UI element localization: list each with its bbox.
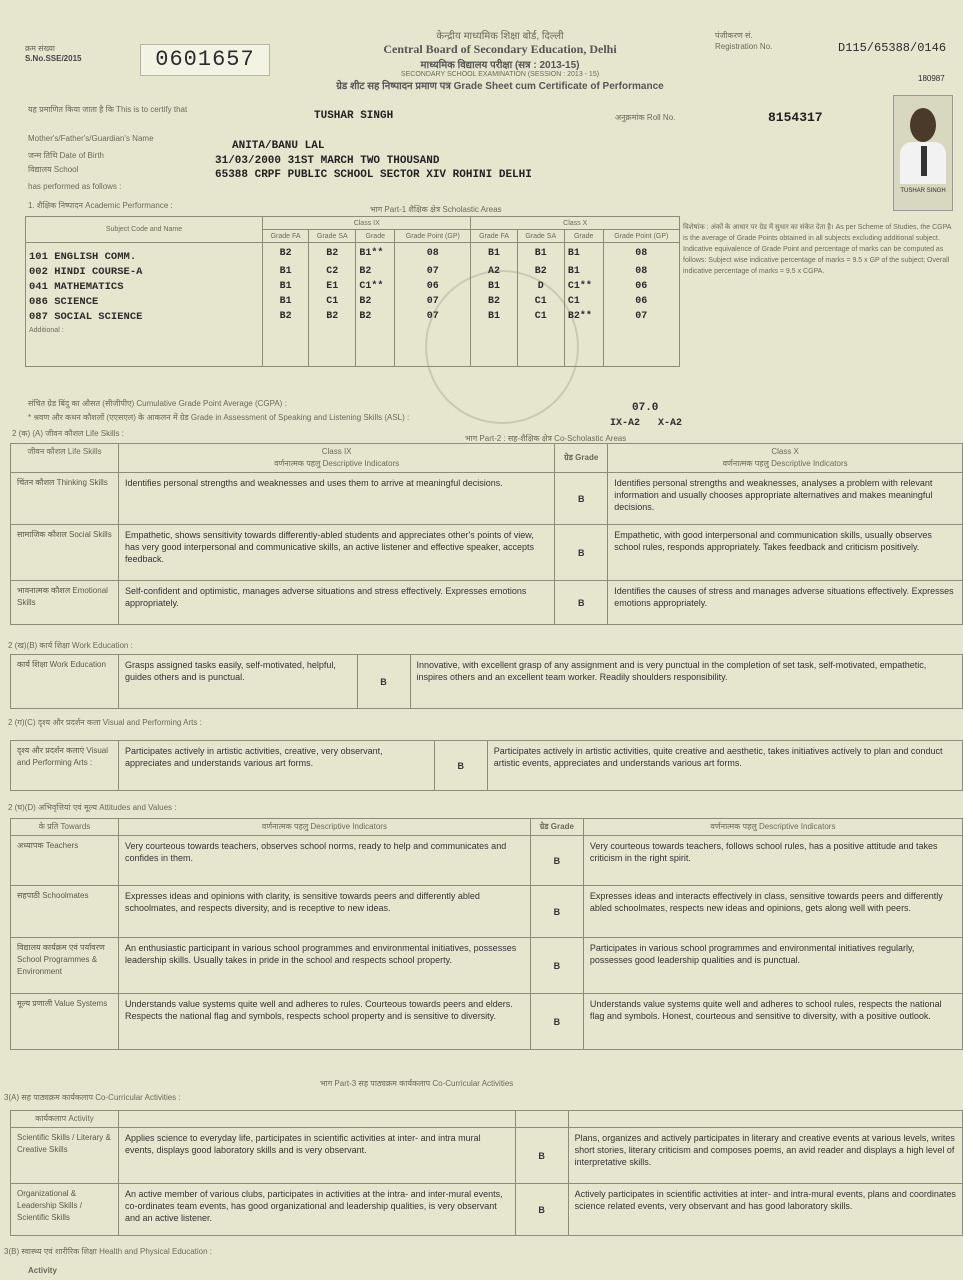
dob-label: जन्म तिथि Date of Birth: [28, 151, 104, 160]
serial-label: क्रम संख्या S.No.SSE/2015: [25, 44, 82, 63]
co-curricular-table: कार्यकलाप Activity Scientific Skills / Literary & Creative Skills Applies science to everyday life, participates in scientific activities at inter- and intra mural events, displays good laboratory skills and is very observant. B Plans, organizes and actively participates in literary and creative events at various levels, writes short stories, literary criticism and composes poems, an avid reader and displays a high level of interpretative skills. Organizational & Leadership Skills / Scientific Skills An active member of various clubs, participates in activities at the intra- and inter-mural events, co-ordinates team events, has good organizational and leadership qualities, is very observant and an active listener. B Actively participates in scientific activities at inter- and intra-mural events, plans and coordinates science related events, very observant and has good laboratory skills.: [10, 1110, 963, 1236]
asl-value: IX-A2 X-A2: [610, 418, 683, 429]
subject-row: 002 HINDI COURSE-A B1 C2 B2 07 A2 B2 B1 08: [26, 264, 680, 279]
visual-arts-label: 2 (ग)(C) दृश्य और प्रदर्शन कला Visual and Performing Arts :: [8, 718, 202, 727]
academic-section-label: 1. शैक्षिक निष्पादन Academic Performance :: [28, 201, 173, 210]
school-name: 65388 CRPF PUBLIC SCHOOL SECTOR XIV ROHINI DELHI: [215, 169, 532, 181]
part3-label: भाग Part-3 सह पाठ्यक्रम कार्यकलाप Co-Curricular Activities: [320, 1079, 514, 1088]
subject-row: 101 ENGLISH COMM. B2 B2 B1** 08 B1 B1 B1 08: [26, 243, 680, 265]
parents-label: Mother's/Father's/Guardian's Name: [28, 134, 154, 143]
certify-label: यह प्रमाणित किया जाता है कि This is to certify that: [28, 105, 188, 114]
attitude-row: विद्यालय कार्यक्रम एवं पर्यावरण School Programmes & Environment An enthusiastic participant in various school programmes and environmental initiatives, possesses leadership skills. Usually takes in pride in the school and respects school property. B Participates in various school programmes and environmental initiatives regularly, possesses good leadership qualities and is punctual.: [11, 938, 963, 994]
cgpa-value: 07.0: [632, 402, 659, 414]
asl-label: * श्रवण और कथन कौशलों (एएसएल) के आकलन में ग्रेड Grade in Assessment of Speaking and Listening Skills (ASL) :: [28, 413, 410, 422]
student-photo: TUSHAR SINGH: [893, 95, 953, 211]
subject-row: 086 SCIENCE B1 C1 B2 07 B2 C1 C1 06: [26, 294, 680, 309]
part2-label: भाग Part-2 : सह-शैक्षिक क्षेत्र Co-Scholastic Areas: [465, 434, 627, 443]
part1-label: भाग Part-1 शैक्षिक क्षेत्र Scholastic Areas: [370, 205, 502, 214]
performed-label: has performed as follows :: [28, 182, 122, 191]
student-name: TUSHAR SINGH: [314, 110, 394, 122]
work-education-table: [10, 654, 963, 709]
school-label: विद्यालय School: [28, 165, 79, 174]
registration-label: पंजीकरण सं. Registration No.: [715, 31, 773, 51]
roll-number: 8154317: [768, 110, 823, 125]
board-header: केन्द्रीय माध्यमिक शिक्षा बोर्ड, दिल्ली Central Board of Secondary Education, Delhi माध्यमिक विद्यालय परीक्षा (सत्र : 2013-15) SECONDARY SCHOOL EXAMINATION (SESSION : 2013 - 15) ग्रेड शीट सह निष्पादन प्रमाण पत्र Grade Sheet cum Certificate of Performance: [336, 31, 664, 92]
additional-label: Additional :: [29, 327, 64, 334]
attitude-row: अध्यापक Teachers Very courteous towards teachers, observes school norms, ready to help and communicates and confides in them. B Very courteous towards teachers, follows school rules, has a positive attitude and takes criticism in the right spirit.: [11, 836, 963, 886]
activity-row: Organizational & Leadership Skills / Scientific Skills An active member of various clubs, participates in activities at the intra- and inter-mural events, co-ordinates team events, has good organizational and leadership qualities, is very observant and an active listener. B Actively participates in scientific activities at inter- and intra-mural events, plans and coordinates science related events, very observant and has good laboratory skills.: [11, 1184, 963, 1236]
life-skill-row: सामाजिक कौशल Social Skills Empathetic, shows sensitivity towards differently-abled students and appreciates other's points of view, has very good interpersonal and communicative skills, an active listener and effective speaker, accepts feedback. B Empathetic, with good interpersonal and communication skills, usually observes school rules, responds appropriately. Takes feedback and criticism positively.: [11, 525, 963, 581]
work-education-label: 2 (ख)(B) कार्य शिक्षा Work Education :: [8, 641, 133, 650]
work-education-row: कार्य शिक्षा Work Education Grasps assigned tasks easily, self-motivated, helpful, guides others and is punctual. B Innovative, with excellent grasp of any assignment and is very punctual in the completion of set task, self-motivated, empathetic, inspires others and an excellent team worker. Readily shoulders responsibility.: [11, 655, 963, 709]
parents-name: ANITA/BANU LAL: [232, 140, 325, 152]
life-skill-row: भावनात्मक कौशल Emotional Skills Self-confident and optimistic, manages adverse situations and stress effectively. Expresses emotions appropriately. B Identifies the causes of stress and manages adverse situations effectively. Expresses emotions appropriately.: [11, 581, 963, 625]
activity-bottom-label: Activity: [28, 1266, 57, 1275]
date-of-birth: 31/03/2000 31ST MARCH TWO THOUSAND: [215, 155, 440, 167]
attitudes-label: 2 (घ)(D) अभिवृत्तियां एवं मूल्य Attitudes and Values :: [8, 803, 177, 812]
life-skills-table: जीवन कौशल Life Skills Class IX वर्णनात्मक पहलु Descriptive Indicators ग्रेड Grade Class X वर्णनात्मक पहलु Descriptive Indicators चिंतन कौशल Thinking Skills Identifies personal strengths and weaknesses and uses them to arrive at meaningful decisions. B Identifies personal strengths and weaknesses, analyses a problem with relevant information and usually chooses appropriate alternatives and makes meaningful decisions. सामाजिक कौशल Social Skills Empathetic, shows sensitivity towards differently-abled students and appreciates other's points of view, has very good interpersonal and communicative skills, an active listener and effective speaker, accepts feedback. B Empathetic, with good interpersonal and communication skills, usually observes school rules, responds appropriately. Takes feedback and criticism positively. भावनात्मक कौशल Emotional Skills Self-confident and optimistic, manages adverse situations and stress effectively. Expresses emotions appropriately. B Identifies the causes of stress and manages adverse situations effectively. Expresses emotions appropriately.: [10, 443, 963, 625]
attitude-row: मूल्य प्रणाली Value Systems Understands value systems quite well and adheres to rules. Courteous towards peers and elders. Respects the national flag and symbols, respects school property and is sensitive to diversity. B Understands value systems quite well and adheres to school rules, respects the national flag and symbols. Honest, courteous and sensitive to diversity, with a positive outlook.: [11, 994, 963, 1050]
grading-notes: विशेषांक : अंकों के आधार पर ग्रेड में सुधार का संकेत देता है। As per Scheme of Studies, the CGPA is the average of Grade Points obtained in all subjects excluding additional subject. Indicative equivalence of Grade Point and percentage of marks can be computed as follows: Subject wise indicative percentage of marks = 9.5 x GP of the subject; Overall indicative percentage of marks = 9.5 x CGPA.: [683, 224, 952, 275]
cgpa-label: संचित ग्रेड बिंदु का औसत (सीजीपीए) Cumulative Grade Point Average (CGPA) :: [28, 399, 287, 408]
attitude-row: सहपाठी Schoolmates Expresses ideas and opinions with clarity, is sensitive towards peers and differently abled schoolmates, and respects diversity, and is receptive to new ideas. B Expresses ideas and interacts effectively in class, sensitive towards peers and differently abled schoolmates, respects new ideas and opinions, gets along well with peers.: [11, 886, 963, 938]
activity-row: Scientific Skills / Literary & Creative Skills Applies science to everyday life, participates in scientific activities at inter- and intra mural events, displays good laboratory skills and is very observant. B Plans, organizes and actively participates in literary and creative events at various levels, writes short stories, literary criticism and composes poems, an avid reader and displays a high level of interpretative skills.: [11, 1128, 963, 1184]
roll-label: अनुक्रमांक Roll No.: [615, 113, 676, 122]
subject-row: 087 SOCIAL SCIENCE B2 B2 B2 07 B1 C1 B2** 07: [26, 309, 680, 324]
visual-arts-table: [10, 740, 963, 791]
registration-number: D115/65388/0146: [838, 41, 947, 55]
co-curricular-label: 3(A) सह पाठ्यक्रम कार्यकलाप Co-Curricular Activities :: [4, 1093, 181, 1102]
academic-table: Subject Code and Name Class IX Class X Grade FA Grade SA Grade Grade Point (GP) Grade FA Grade SA Grade Grade Point (GP) 101 ENGLISH COMM. B2 B2 B1** 08 B1 B1 B1 08 002 HINDI COURSE-A B1 C2 B2 07 A2 B2 B1 08 041 MATHEMATICS B1 E1 C1** 06 B1 D C1** 06 086 SCIENCE B1 C1 B2 07 B2 C1 C1 06 087 SOCIAL SCIENCE B2 B2 B2 07 B1 C1 B2** 07 Additional :: [25, 216, 680, 367]
life-skill-row: चिंतन कौशल Thinking Skills Identifies personal strengths and weaknesses and uses them to arrive at meaningful decisions. B Identifies personal strengths and weaknesses, analyses a problem with relevant information and usually chooses appropriate alternatives and makes meaningful decisions.: [11, 473, 963, 525]
life-skills-label: 2 (क) (A) जीवन कौशल Life Skills :: [12, 429, 124, 438]
code-small: 180987: [918, 74, 945, 83]
health-label: 3(B) स्वास्थ्य एवं शारीरिक शिक्षा Health and Physical Education :: [4, 1247, 213, 1256]
subject-row: 041 MATHEMATICS B1 E1 C1** 06 B1 D C1** 06: [26, 279, 680, 294]
attitudes-table: के प्रति Towards वर्णनात्मक पहलु Descriptive Indicators ग्रेड Grade वर्णनात्मक पहलु Descriptive Indicators अध्यापक Teachers Very courteous towards teachers, observes school norms, ready to help and communicates and confides in them. B Very courteous towards teachers, follows school rules, has a positive attitude and takes criticism in the right spirit. सहपाठी Schoolmates Expresses ideas and opinions with clarity, is sensitive towards peers and differently abled schoolmates, and respects diversity, and is receptive to new ideas. B Expresses ideas and interacts effectively in class, sensitive towards peers and differently abled schoolmates, respects new ideas and opinions, gets along well with peers. विद्यालय कार्यक्रम एवं पर्यावरण School Programmes & Environment An enthusiastic participant in various school programmes and environmental initiatives, possesses leadership skills. Usually takes in pride in the school and respects school property. B Participates in various school programmes and environmental initiatives regularly, possesses good leadership qualities and is punctual. मूल्य प्रणाली Value Systems Understands value systems quite well and adheres to rules. Courteous towards peers and elders. Respects the national flag and symbols, respects school property and is sensitive to diversity. B Understands value systems quite well and adheres to school rules, respects the national flag and symbols. Honest, courteous and sensitive to diversity, with a positive outlook.: [10, 818, 963, 1050]
serial-number: 0601657: [140, 44, 270, 76]
visual-arts-row: दृश्य और प्रदर्शन कलाएं Visual and Performing Arts : Participates actively in artistic activities, creative, very observant, appreciates and understands various art forms. B Participates actively in artistic activities, quite creative and aesthetic, takes initiatives actively to plan and conduct artistic events, appreciates and understands various art forms.: [11, 741, 963, 791]
